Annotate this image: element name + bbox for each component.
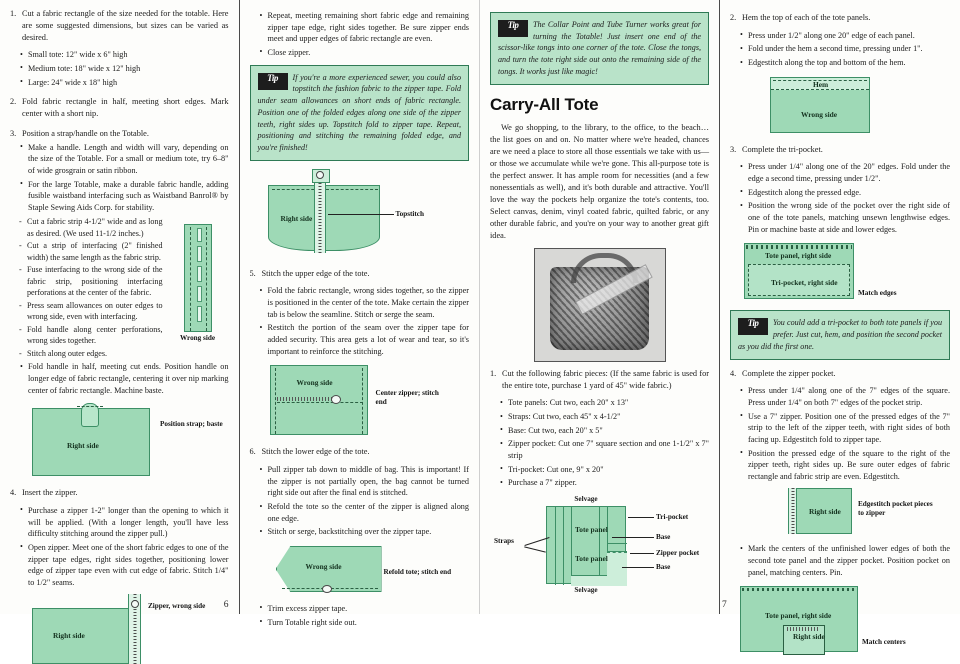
list-item: - Cut a strip of interfacing (2" finished width) the same length as the fabric strip. bbox=[19, 240, 163, 263]
step-1-bullets bbox=[490, 397, 709, 488]
layout-label-tote-panel-2: Tote panel bbox=[575, 553, 608, 563]
step-number: 4. bbox=[730, 368, 737, 378]
list-item: • Purchase a 7" zipper. bbox=[500, 477, 709, 489]
page-number: 7 bbox=[722, 600, 727, 610]
figure-handle bbox=[167, 224, 229, 343]
step-1 bbox=[490, 368, 709, 392]
tip-box bbox=[730, 310, 950, 359]
list-item: • For the large Totable, make a durable fabric handle, adding fusible waistband interfacing such as Waistband Banrol® by Staple Sewing Aids Corp. for stability. bbox=[20, 179, 229, 214]
figure-hem bbox=[730, 75, 950, 137]
figure-refold-tote bbox=[250, 544, 470, 596]
step-number: 3. bbox=[730, 144, 737, 154]
step-text: Hem the top of each of the tote panels. bbox=[742, 13, 871, 22]
step-4-bullets bbox=[10, 505, 229, 588]
tip-text: If you're a more experienced sewer, you could also topstitch the fashion fabric to the zipper tape. Fold under seam allowances on short ends of fabric rectangle. Position one of the folded edges along one side of the zipper teeth, right sides up. Topstitch fold to zipper tape. Repeat, positioning and stitching the remaining folded edge, and you're finished! bbox=[257, 72, 461, 152]
pocket-label: Right side bbox=[793, 632, 825, 642]
list-item: • Press under 1/2" along one 20" edge of each panel. bbox=[740, 30, 950, 42]
tip-icon bbox=[258, 73, 288, 90]
fabric-label: Right side bbox=[280, 213, 313, 223]
layout-label-straps: Straps bbox=[494, 536, 514, 545]
list-item: • Large: 24" wide x 18" high bbox=[20, 77, 229, 89]
list-item: - Cut a fabric strip 4-1/2" wide and as long as desired. (We used 11-1/2 inches.) bbox=[19, 216, 163, 239]
tip-icon-label: Tip bbox=[747, 318, 759, 329]
list-item: • Edgestitch along the top and bottom of the hem. bbox=[740, 57, 950, 69]
list-item: • Fold handle in half, meeting cut ends. Position handle on longer edge of fabric rectangle, centering it over nip marking center of fabric rectangle. Machine baste. bbox=[20, 361, 229, 396]
step-4-final bbox=[730, 543, 950, 578]
figure-insert-zipper bbox=[10, 594, 229, 664]
step-3 bbox=[10, 128, 229, 140]
figure-callout: Edgestitch pocket pieces to zipper bbox=[858, 500, 933, 518]
selvage-top-label: Selvage bbox=[574, 494, 598, 503]
fabric-label: Right side bbox=[809, 507, 841, 517]
step-text: Complete the tri-pocket. bbox=[742, 144, 823, 154]
figure-callout: Center zipper; stitch end bbox=[375, 389, 439, 407]
page-number: 6 bbox=[223, 600, 229, 610]
step-text: Stitch the lower edge of the tote. bbox=[261, 447, 370, 457]
figure-callout: Topstitch bbox=[395, 209, 424, 218]
step-number: 2. bbox=[730, 13, 737, 22]
list-item: • Refold the tote so the center of the zipper is aligned along one edge. bbox=[260, 501, 470, 524]
hem-label: Hem bbox=[813, 79, 829, 89]
list-item: • Base: Cut two, each 20" x 5" bbox=[500, 425, 709, 437]
list-item: • Open zipper. Meet one of the short fabric edges to one of the zipper tape edges, right sides together, positioning lower edge of zipper tape even with cut edge of fabric. Stitch 1/4" to 1/2" seams. bbox=[20, 542, 229, 589]
tip-icon-label: Tip bbox=[507, 20, 519, 30]
intro-paragraph: We go shopping, to the library, to the office, to the beach… the list goes on and on. No matter where we're headed, chances are we need a place to store all those essentials we take with us—or those we accumulate while we're gone. This all-purpose tote is the perfect answer. It has ample room for necessities (and a few nonessentials as well), and it's both durable and attractive. You'll love the way the pockets help organize the tote's contents, too. Select canvas, denim, vinyl coated fabric, quilted fabric, or any other durable fabric, and you're on your way to another great gift idea. bbox=[490, 122, 709, 240]
fabric-rectangle bbox=[270, 365, 368, 435]
step-number: 1. bbox=[10, 9, 17, 18]
figure-callout: Refold tote; stitch end bbox=[383, 567, 452, 576]
list-item: • Press under 1/4" along one of the 7" edges of the square. Press under 1/4" on both 7" edges of the pocket strip. bbox=[740, 385, 950, 408]
step-2 bbox=[10, 96, 229, 120]
layout-label-tote-panel-1: Tote panel bbox=[575, 524, 608, 534]
step-5-bullets bbox=[250, 285, 470, 357]
panel-label: Tote panel, right side bbox=[765, 611, 832, 621]
list-item: • Position the pressed edge of the square to the right of the zipper teeth, right sides up. Be sure outer edges of fabric rectangle and fabric strip are even. Edgestitch. bbox=[740, 448, 950, 483]
page-right bbox=[480, 0, 960, 647]
layout-label-zipper-pocket: Zipper pocket bbox=[656, 548, 700, 557]
step-5 bbox=[250, 268, 470, 280]
list-item: - Fold handle along center perforations, wrong sides together. bbox=[19, 324, 163, 347]
step-text: Stitch the upper edge of the tote. bbox=[261, 268, 370, 278]
fabric-label: Right side bbox=[53, 631, 85, 641]
figure-topstitch bbox=[250, 169, 470, 261]
list-item: • Stitch or serge, backstitching over the zipper tape. bbox=[260, 526, 470, 538]
column-2 bbox=[240, 0, 480, 627]
step-3-bullets bbox=[10, 142, 229, 214]
step-2 bbox=[730, 12, 950, 24]
page-left bbox=[0, 0, 480, 641]
list-item: • Close zipper. bbox=[260, 47, 470, 59]
tip-text: You could add a tri-pocket to both tote panels if you prefer. Just cut, hem, and position the second pocket as you did the first one. bbox=[738, 318, 942, 351]
layout-label-base-1: Base bbox=[656, 532, 671, 541]
step-3 bbox=[730, 144, 950, 156]
col2-final-bullets bbox=[250, 603, 470, 628]
pocket-label: Tri-pocket, right side bbox=[771, 278, 838, 288]
list-item: - Stitch along outer edges. bbox=[19, 348, 163, 359]
project-photo bbox=[534, 248, 666, 362]
list-item: • Zipper pocket: Cut one 7" square section and one 1-1/2" x 7" strip bbox=[500, 438, 709, 461]
fabric-square bbox=[796, 488, 852, 534]
list-item: • Small tote: 12" wide x 6" high bbox=[20, 49, 229, 61]
step-text: Complete the zipper pocket. bbox=[742, 368, 836, 378]
step-6 bbox=[250, 446, 470, 458]
page-title: Carry-All Tote bbox=[490, 94, 599, 114]
tip-box bbox=[490, 12, 709, 85]
list-item: • Fold under the hem a second time, pressing under 1". bbox=[740, 43, 950, 55]
panel-label: Tote panel, right side bbox=[765, 251, 832, 261]
step-number: 2. bbox=[10, 97, 17, 107]
list-item: • Edgestitch along the pressed edge. bbox=[740, 187, 950, 199]
list-item: • Pull zipper tab down to middle of bag. This is important! If the zipper is not partially open, the bag cannot be turned right side out after the final end is stitched. bbox=[260, 464, 470, 499]
list-item: • Use a 7" zipper. Position one of the pressed edges of the 7" strip to the left of the zipper teeth, with right sides of both facing up. Edgestitch fold to zipper tape. bbox=[740, 411, 950, 446]
list-item: • Tote panels: Cut two, each 20" x 13" bbox=[500, 397, 709, 409]
step-number: 3. bbox=[10, 128, 17, 138]
column-1 bbox=[0, 0, 240, 641]
figure-tripocket bbox=[730, 241, 950, 303]
tip-text: The Collar Point and Tube Turner works great for turning the Totable! Just insert one end of the scissor-like tongs into one corner of the tote. Close the tongs, and turn the tote right side out onto the remaining side of the tongs. It works just like magic! bbox=[498, 20, 701, 76]
step-3-final bbox=[10, 361, 229, 396]
step-2-bullets bbox=[730, 30, 950, 69]
list-item: • Mark the centers of the unfinished lower edges of both the second tote panel and the zipper pocket. Position pocket on panel, matching centers. Pin. bbox=[740, 543, 950, 578]
step-text: Fold fabric rectangle in half, meeting short edges. Mark center with a short nip. bbox=[22, 97, 229, 119]
col2-top-bullets bbox=[250, 10, 470, 59]
list-item: • Trim excess zipper tape. bbox=[260, 603, 470, 615]
fabric-rectangle bbox=[32, 408, 150, 476]
column-4 bbox=[720, 0, 960, 647]
step-text: Position a strap/handle on the Totable. bbox=[22, 128, 149, 138]
list-item: • Medium tote: 18" wide x 12" high bbox=[20, 63, 229, 75]
step-text: Insert the zipper. bbox=[22, 488, 78, 498]
handle-strip bbox=[184, 224, 212, 332]
fabric-yardage bbox=[546, 506, 626, 584]
list-item: • Make a handle. Length and width will vary, depending on the size of the Totable. For a small or medium tote, try 6–8" of wide grosgrain or satin ribbon. bbox=[20, 142, 229, 177]
list-item: • Purchase a zipper 1-2" longer than the opening to which it will be applied. (With a longer length, you'll have less difficulty stitching around the zipper pull.) bbox=[20, 505, 229, 540]
zipper-strip bbox=[314, 177, 326, 253]
fabric-label: Wrong side bbox=[801, 109, 838, 119]
figure-callout: Position strap; baste bbox=[160, 420, 223, 429]
fabric-panel bbox=[740, 586, 858, 652]
fabric-rectangle bbox=[32, 608, 130, 664]
list-item: • Fold the fabric rectangle, wrong sides together, so the zipper is positioned in the center of the tote. Make certain the zipper tab is below the seamline. Stitch or serge the seam. bbox=[260, 285, 470, 320]
list-item: • Straps: Cut two, each 45" x 4-1/2" bbox=[500, 411, 709, 423]
list-item: • Turn Totable right side out. bbox=[260, 617, 470, 629]
step-1-bullets bbox=[10, 49, 229, 88]
step-4 bbox=[10, 487, 229, 499]
list-item: • Tri-pocket: Cut one, 9" x 20" bbox=[500, 464, 709, 476]
step-1 bbox=[10, 8, 229, 43]
step-number: 6. bbox=[249, 447, 256, 457]
figure-position-strap bbox=[10, 402, 229, 480]
step-4 bbox=[730, 368, 950, 380]
step-number: 4. bbox=[10, 488, 17, 498]
zipper-strip bbox=[128, 594, 141, 664]
step-text: Cut the following fabric pieces: (If the same fabric is used for the entire tote, purchase 1 yard of 45" wide fabric.) bbox=[502, 368, 709, 390]
figure-callout: Match centers bbox=[862, 638, 906, 647]
list-item: • Press under 1/4" along one of the 20" edges. Fold under the edge a second time, pressing under 1/2". bbox=[740, 161, 950, 184]
step-6-bullets bbox=[250, 464, 470, 538]
fabric-label: Right side bbox=[67, 441, 99, 451]
tip-icon bbox=[738, 318, 768, 335]
figure-handle-label: Wrong side bbox=[179, 334, 216, 343]
layout-label-tripocket: Tri-pocket bbox=[656, 512, 689, 521]
fabric-label: Wrong side bbox=[305, 561, 342, 571]
figure-zipper-pocket bbox=[730, 488, 950, 536]
tip-icon bbox=[498, 20, 528, 37]
figure-center-zipper bbox=[250, 363, 470, 439]
list-item: - Fuse interfacing to the wrong side of the fabric strip, positioning interfacing perforations at the center of the fabric. bbox=[19, 264, 163, 298]
step-4-bullets bbox=[730, 385, 950, 482]
list-item: - Press seam allowances on outer edges to wrong side, even with interfacing. bbox=[19, 300, 163, 323]
list-item: • Restitch the portion of the seam over the zipper tape for added security. This area gets a lot of wear and tear, so it's important to reinforce the stitching. bbox=[260, 322, 470, 357]
fabric-label: Wrong side bbox=[296, 378, 333, 388]
figure-cutting-layout bbox=[490, 495, 709, 601]
figure-match-centers bbox=[730, 584, 950, 656]
step-number: 5. bbox=[249, 268, 256, 278]
tip-icon-label: Tip bbox=[267, 72, 278, 83]
figure-callout: Zipper, wrong side bbox=[148, 602, 206, 611]
column-3 bbox=[480, 0, 720, 614]
step-number: 1. bbox=[490, 368, 497, 378]
list-item: • Position the wrong side of the pocket over the right side of one of the tote panels, matching unsewn lengthwise edges. Pin or machine baste at side and lower edges. bbox=[740, 200, 950, 235]
list-item: • Repeat, meeting remaining short fabric edge and remaining zipper tape edge, right sides together. Be sure zipper ends meet and upper edges of fabric rectangle are even. bbox=[260, 10, 470, 45]
tip-box bbox=[250, 65, 470, 161]
fabric-panel bbox=[744, 243, 854, 299]
layout-label-base-2: Base bbox=[656, 562, 671, 571]
step-3-bullets bbox=[730, 161, 950, 235]
figure-callout: Match edges bbox=[858, 289, 897, 298]
step-text: Cut a fabric rectangle of the size needed for the totable. Here are some suggested dimensions, but sizes can be varied as desired. bbox=[22, 9, 229, 42]
selvage-bottom-label: Selvage bbox=[574, 585, 598, 594]
fabric-panel bbox=[770, 77, 870, 133]
